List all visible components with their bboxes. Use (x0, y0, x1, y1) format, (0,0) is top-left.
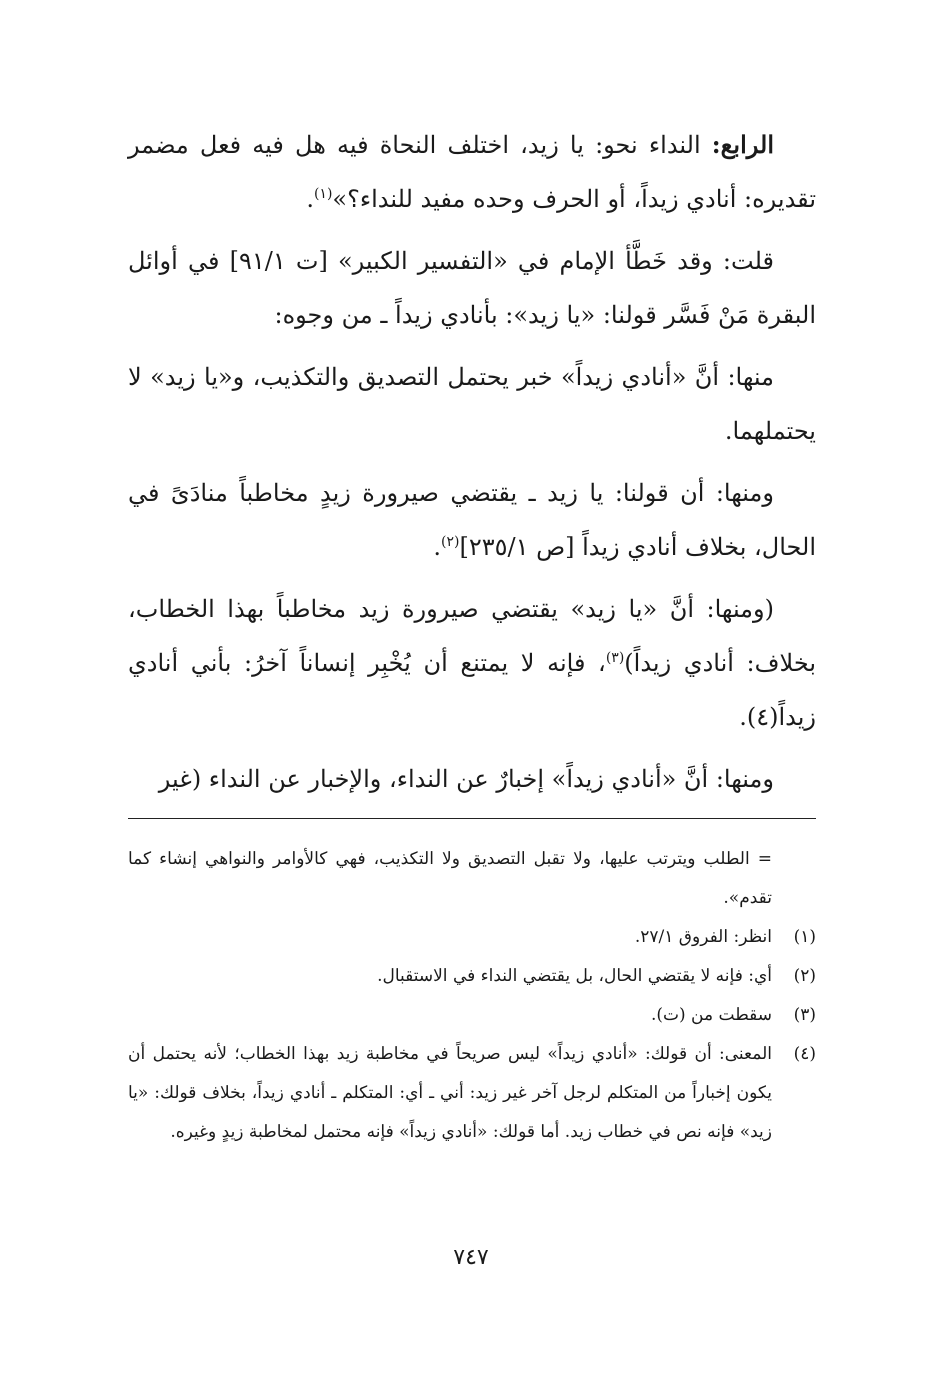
paragraph-2 (128, 234, 816, 342)
footnote-text: المعنى: أن قولك: «أنادي زيداً» ليس صريحاً في مخاطبة زيد بهذا الخطاب؛ لأنه يحتمل أن يكون إخباراً من المتكلم لرجل آخر غير زيد: أني ـ أي: المتكلم ـ أنادي زيداً، بخلاف قولك: «يا زيد» فإنه نص في خطاب زيد. أما قولك: «أنادي زيداً» فإنه محتمل لمخاطبة زيدٍ وغيره. (128, 1044, 772, 1142)
paragraph-1 (128, 118, 816, 226)
footnotes (128, 840, 816, 1152)
footnote-number: (٣) (793, 1005, 816, 1025)
page-number: ٧٤٧ (453, 1245, 489, 1270)
footnote-item (128, 1035, 816, 1152)
footnote-number: (٤) (793, 1044, 816, 1064)
footnote-item (128, 957, 816, 996)
paragraph-tail: . (306, 185, 314, 213)
footnote-separator (128, 818, 816, 819)
paragraph-text: ومنها: أنَّ «أنادي زيداً» إخبارٌ عن النداء، والإخبار عن النداء (غير (158, 765, 774, 793)
footnote-ref[interactable]: (٢) (440, 534, 460, 550)
paragraph-4 (128, 466, 816, 574)
paragraph-text: النداء نحو: يا زيد، اختلف النحاة فيه هل فيه فعل مضمر تقديره: أنادي زيداً، أو الحرف وحده مفيد للنداء؟» (128, 131, 816, 213)
paragraph-lead: الرابع: (711, 130, 774, 159)
paragraph-5 (128, 582, 816, 744)
paragraph-tail: ، فإنه لا يمتنع أن يُخْبِر إنساناً آخرُ: بأني أنادي زيداً(٤). (128, 649, 816, 731)
footnote-item (128, 996, 816, 1035)
footnote-text: = الطلب ويترتب عليها، ولا تقبل التصديق ولا التكذيب، فهي كالأوامر والنواهي إنشاء كما تقدم». (128, 849, 772, 908)
footnote-ref[interactable]: (٣) (605, 650, 625, 666)
paragraph-6 (128, 752, 816, 806)
footnote-continuation (128, 840, 816, 918)
footnote-number: (١) (793, 927, 816, 947)
paragraph-3 (128, 350, 816, 458)
footnote-text: سقطت من (ت). (650, 1005, 772, 1025)
main-text (128, 118, 816, 814)
paragraph-text: منها: أنَّ «أنادي زيداً» خبر يحتمل التصديق والتكذيب، و«يا زيد» لا يحتملهما. (128, 363, 816, 445)
paragraph-text: قلت: وقد خَطَّأ الإمام في «التفسير الكبير» [ت ٩١/١] في أوائل البقرة مَنْ فَسَّر قولنا: «يا زيد»: بأنادي زيداً ـ من وجوه: (128, 247, 816, 329)
paragraph-tail: . (433, 533, 441, 561)
footnote-text: أي: فإنه لا يقتضي الحال، بل يقتضي النداء في الاستقبال. (377, 966, 772, 986)
footnote-item (128, 918, 816, 957)
footnote-text: انظر: الفروق ٢٧/١. (634, 927, 772, 947)
paragraph-text: (ومنها: أنَّ «يا زيد» يقتضي صيرورة زيد مخاطباً بهذا الخطاب، بخلاف: أنادي زيداً) (128, 595, 817, 677)
paragraph-text: ومنها: أن قولنا: يا زيد ـ يقتضي صيرورة زيدٍ مخاطباً منادَىً في الحال، بخلاف أنادي زيداً [ص ٢٣٥/١] (128, 479, 816, 561)
footnote-number: (٢) (793, 966, 816, 986)
footnote-ref[interactable]: (١) (313, 186, 333, 202)
